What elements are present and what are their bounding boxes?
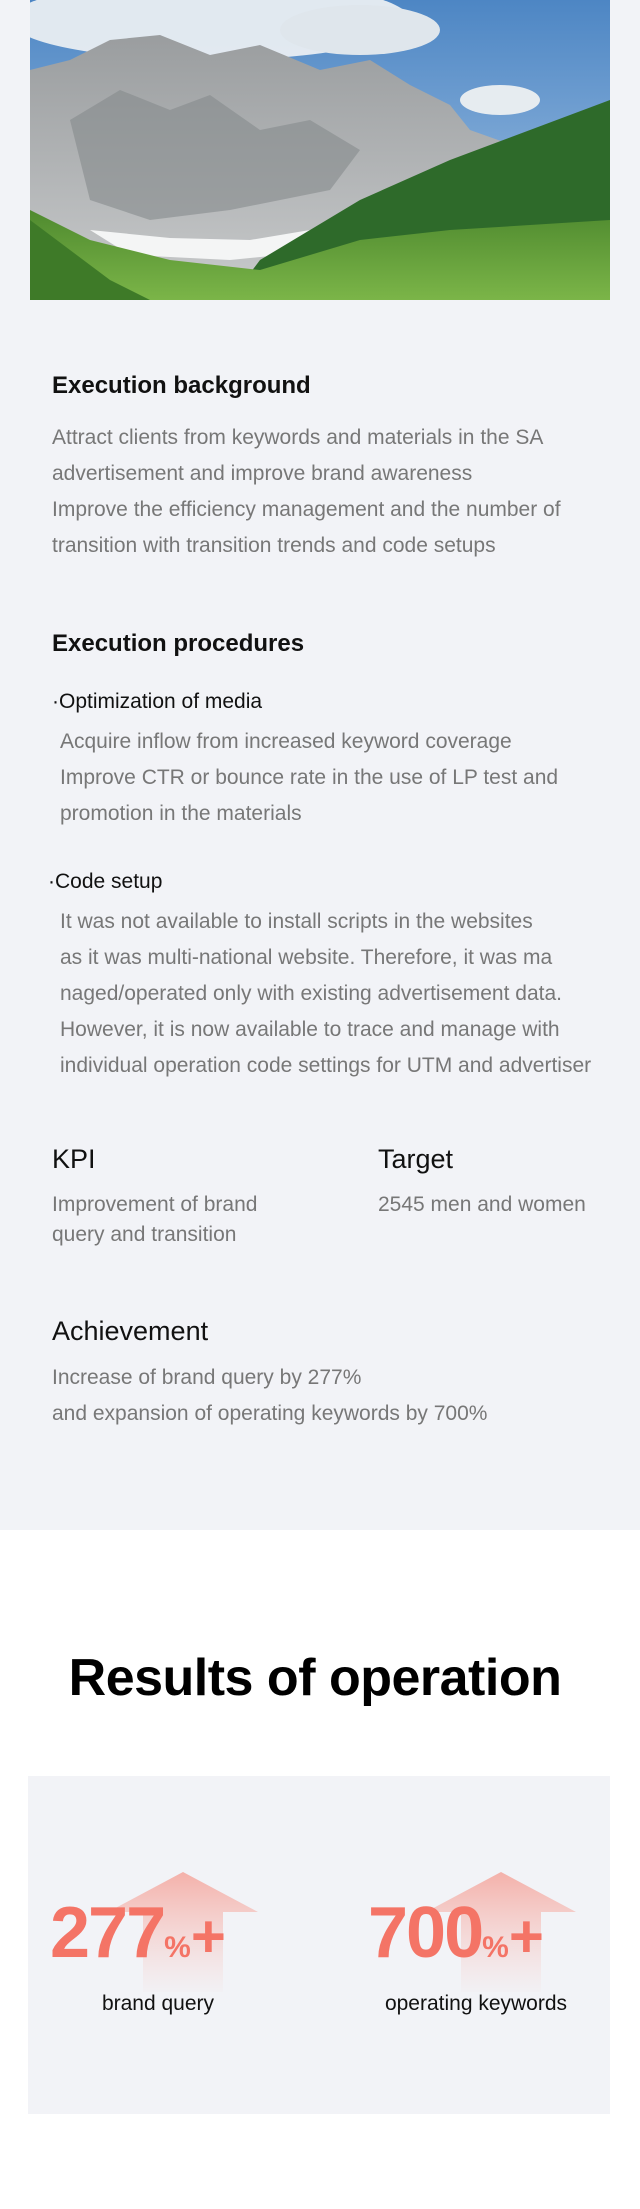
hero-image	[30, 0, 610, 300]
code-line-1: It was not available to install scripts in the websites	[60, 910, 533, 933]
stat-operating-keywords-value: 700%+	[368, 1893, 542, 1973]
code-line-5: individual operation code settings for UTM and advertiser	[60, 1054, 592, 1077]
achievement-line-1: Increase of brand query by 277%	[52, 1366, 362, 1389]
media-line-2: Improve CTR or bounce rate in the use of LP test and	[60, 766, 559, 789]
kpi-title: KPI	[52, 1144, 96, 1174]
kpi-line-1: Improvement of brand	[52, 1193, 258, 1216]
code-line-4: However, it is now available to trace and manage with	[60, 1018, 560, 1041]
mountain-landscape-image	[30, 0, 610, 300]
execution-background-title: Execution background	[52, 372, 311, 399]
media-optimization-title: ·Optimization of media	[52, 690, 263, 713]
kpi-line-2: query and transition	[52, 1223, 237, 1246]
stat-operating-keywords	[346, 1776, 586, 2015]
background-line-2: advertisement and improve brand awareness	[52, 462, 473, 485]
stat-brand-query-label: brand query	[101, 1992, 215, 2015]
stat-brand-query-value: 277%+	[50, 1893, 224, 1973]
results-stats-box	[28, 1776, 610, 2114]
target-text: 2545 men and women	[378, 1193, 586, 1216]
background-line-4: transition with transition trends and code setups	[52, 534, 496, 557]
background-line-1: Attract clients from keywords and materials in the SA	[52, 426, 544, 449]
media-line-1: Acquire inflow from increased keyword coverage	[60, 730, 512, 753]
code-line-2: as it was multi-national website. Therefore, it was ma	[60, 946, 553, 969]
results-title: Results of operation	[68, 1649, 562, 1707]
achievement-title: Achievement	[52, 1316, 209, 1346]
background-line-3: Improve the efficiency management and the number of	[52, 498, 561, 521]
stat-operating-keywords-label: operating keywords	[384, 1992, 568, 2015]
target-title: Target	[378, 1144, 454, 1174]
code-setup-title: ·Code setup	[48, 870, 163, 893]
execution-procedures-title: Execution procedures	[52, 630, 305, 657]
achievement-line-2: and expansion of operating keywords by 700%	[52, 1402, 488, 1425]
media-line-3: promotion in the materials	[60, 802, 302, 825]
code-line-3: naged/operated only with existing advertisement data.	[60, 982, 562, 1005]
stat-brand-query	[28, 1776, 268, 2015]
